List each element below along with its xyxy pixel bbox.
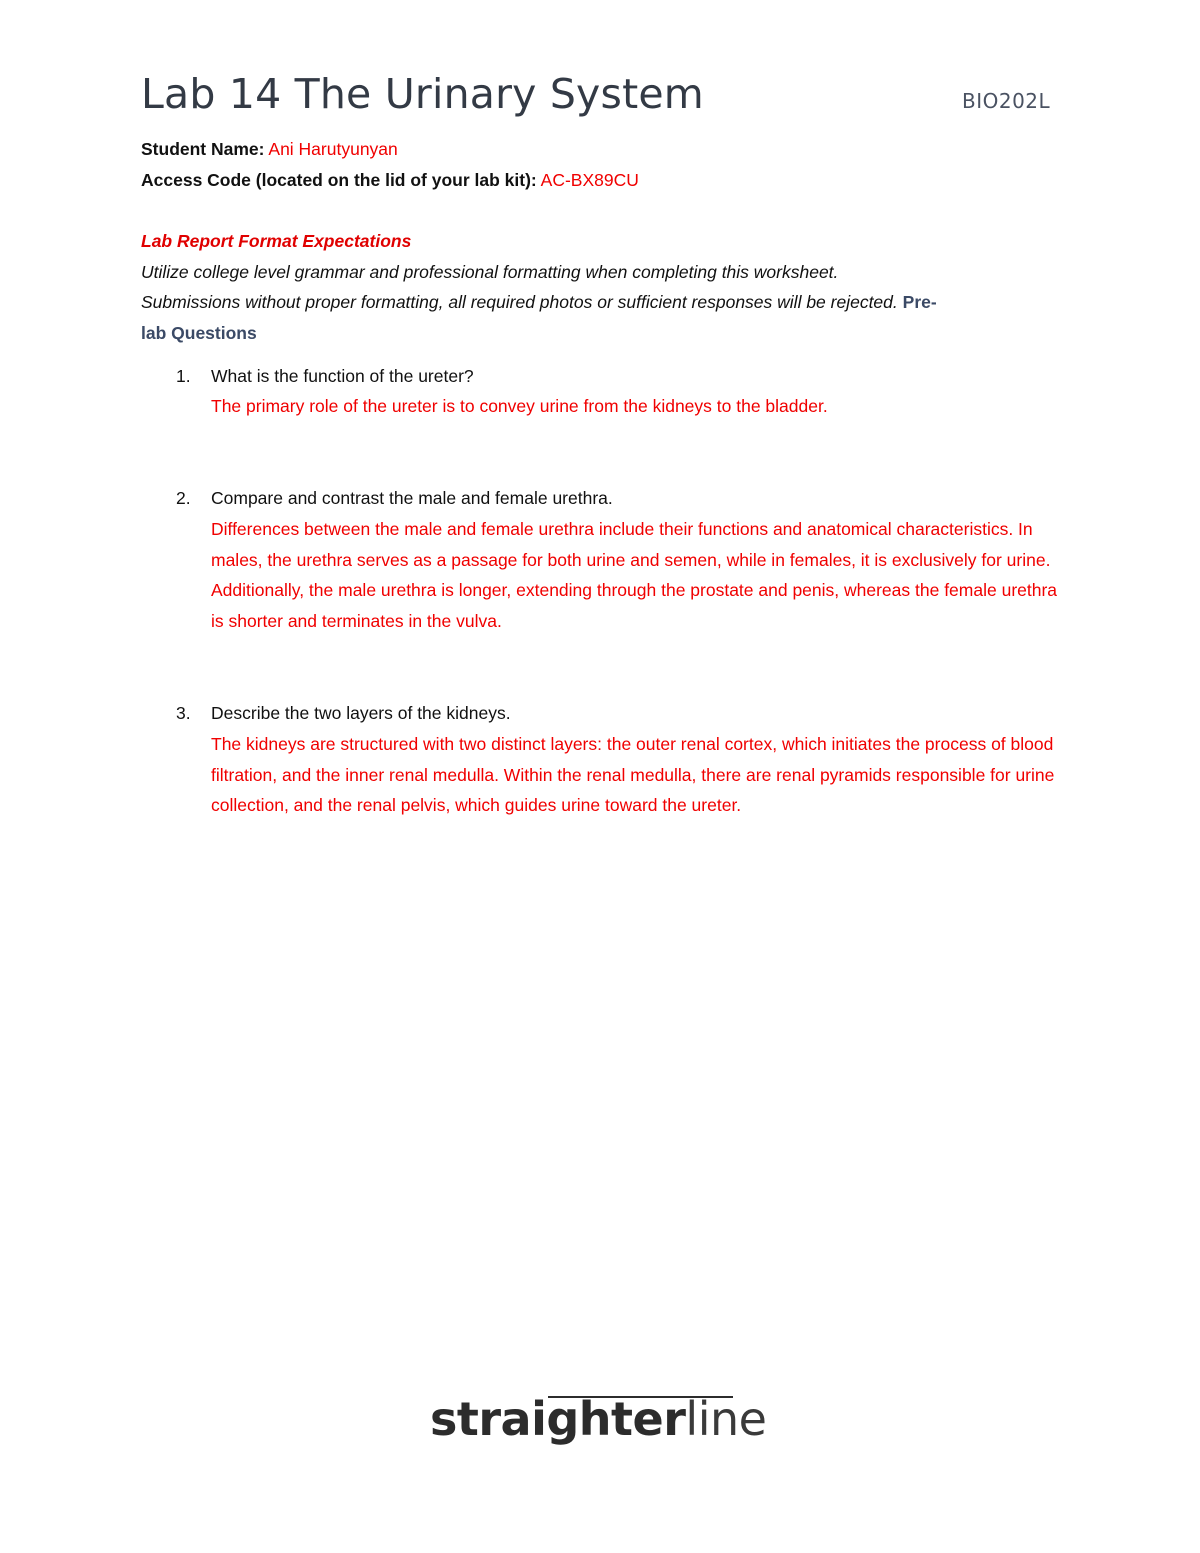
answer-text: Differences between the male and female urethra include their functions and anatomical characteristics. In males, the urethra serves as a passage for both urine and semen, while in females, it is exclusively for urine. Additionally, the male urethra is longer, extending through the prostate and penis, whereas the female urethra is shorter and terminates in the vulva. [211, 519, 1058, 631]
prelab-heading-part-2: lab Questions [141, 323, 257, 343]
logo-light-part: line [685, 1392, 767, 1446]
answer-text: The primary role of the ureter is to convey urine from the kidneys to the bladder. [211, 396, 828, 416]
student-name-label: Student Name: [141, 139, 265, 159]
access-code-label: Access Code (located on the lid of your lab kit): [141, 170, 537, 190]
answer-text: The kidneys are structured with two distinct layers: the outer renal cortex, which initiates the process of blood filtration, and the inner renal medulla. Within the renal medulla, there are renal pyramids responsible for urine collection, and the renal pelvis, which guides urine toward the ureter. [211, 734, 1055, 815]
access-code-value: AC-BX89CU [540, 170, 639, 190]
logo-bold-part: straighter [430, 1392, 686, 1446]
expectations-line-1: Utilize college level grammar and professional formatting when completing this worksheet. [141, 262, 839, 282]
student-name-value: Ani Harutyunyan [268, 139, 398, 159]
prelab-heading-part-1: Pre- [902, 292, 937, 312]
expectations-line-2: Submissions without proper formatting, all required photos or sufficient responses will be rejected. [141, 292, 898, 312]
question-number: 3. [176, 703, 191, 723]
question-text: What is the function of the ureter? [211, 366, 474, 386]
expectations-line-2-row [141, 292, 937, 313]
expectations-heading: Lab Report Format Expectations [141, 231, 412, 251]
course-code: BIO202L [962, 89, 1051, 113]
logo-wordmark [430, 1392, 766, 1446]
page-title: Lab 14 The Urinary System [141, 70, 704, 118]
question-text: Describe the two layers of the kidneys. [211, 703, 511, 723]
access-code-line [141, 170, 639, 191]
student-name-line [141, 139, 398, 160]
straighterline-logo [430, 1392, 767, 1452]
question-number: 1. [176, 366, 191, 386]
question-number: 2. [176, 488, 191, 508]
question-text: Compare and contrast the male and female urethra. [211, 488, 613, 508]
